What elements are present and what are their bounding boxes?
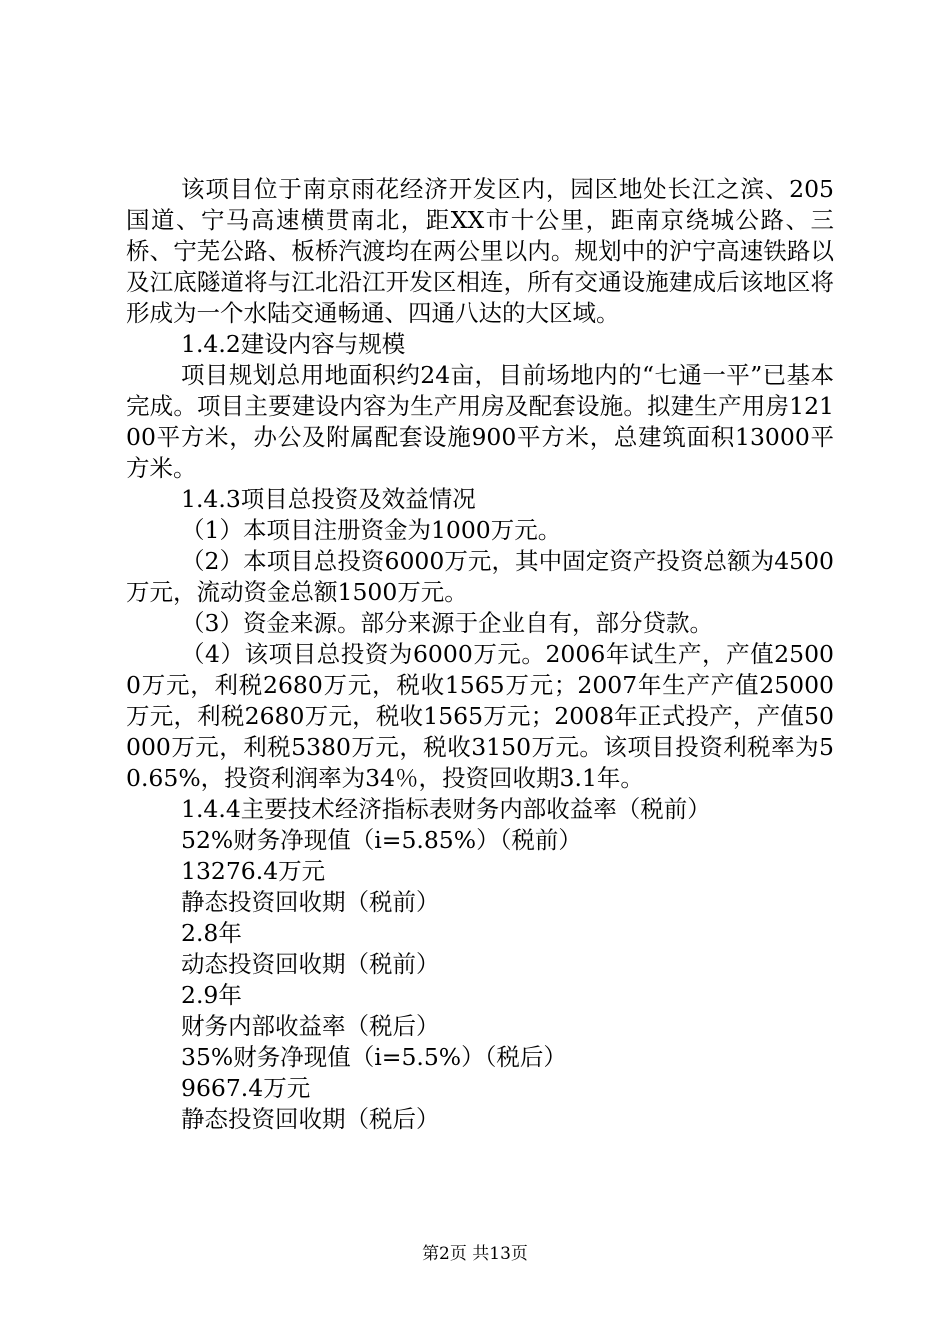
section-heading-1-4-3: 1.4.3项目总投资及效益情况 bbox=[181, 485, 476, 513]
investment-item-4: （4）该项目总投资为6000万元。2006年试生产，产值25000万元，利税2680万元，税收1565万元；2007年生产产值25000万元，利税2680万元，税收1565万元；2008年正式投产，产值50000万元，利税5380万元，税收3150万元。该项目投资利税率为50.65%，投资利润率为34％，投资回收期3.1年。 bbox=[126, 640, 834, 792]
indicator-line: 静态投资回收期（税前） bbox=[181, 888, 440, 916]
investment-item-3: （3）资金来源。部分来源于企业自有，部分贷款。 bbox=[181, 609, 713, 637]
scale-paragraph: 项目规划总用地面积约24亩，目前场地内的“七通一平”已基本完成。项目主要建设内容为生产用房及配套设施。拟建生产用房12100平方米，办公及附属配套设施900平方米，总建筑面积13000平方米。 bbox=[126, 361, 834, 482]
indicator-line: 2.8年 bbox=[181, 919, 242, 947]
indicator-line: 9667.4万元 bbox=[181, 1074, 311, 1102]
investment-item-2: （2）本项目总投资6000万元，其中固定资产投资总额为4500万元，流动资金总额1500万元。 bbox=[126, 547, 834, 606]
location-paragraph: 该项目位于南京雨花经济开发区内，园区地处长江之滨、205国道、宁马高速横贯南北，距XX市十公里，距南京绕城公路、三桥、宁芜公路、板桥汽渡均在两公里以内。规划中的沪宁高速铁路以及江底隧道将与江北沿江开发区相连，所有交通设施建成后该地区将形成为一个水陆交通畅通、四通八达的大区域。 bbox=[126, 175, 834, 327]
document-body bbox=[126, 174, 834, 1135]
indicator-line: 1.4.4主要技术经济指标表财务内部收益率（税前） bbox=[181, 795, 711, 823]
section-heading-1-4-2: 1.4.2建设内容与规模 bbox=[181, 330, 406, 358]
indicator-line: 财务内部收益率（税后） bbox=[181, 1012, 440, 1040]
page-number-footer: 第2页 共13页 bbox=[422, 1244, 528, 1264]
indicator-line: 52%财务净现值（i=5.85%）（税前） bbox=[181, 826, 582, 854]
indicator-line: 动态投资回收期（税前） bbox=[181, 950, 440, 978]
indicator-list bbox=[126, 794, 834, 1135]
indicator-line: 35%财务净现值（i=5.5%）（税后） bbox=[181, 1043, 567, 1071]
indicator-line: 静态投资回收期（税后） bbox=[181, 1105, 440, 1133]
indicator-line: 13276.4万元 bbox=[181, 857, 326, 885]
investment-item-1: （1）本项目注册资金为1000万元。 bbox=[181, 516, 562, 544]
indicator-line: 2.9年 bbox=[181, 981, 242, 1009]
